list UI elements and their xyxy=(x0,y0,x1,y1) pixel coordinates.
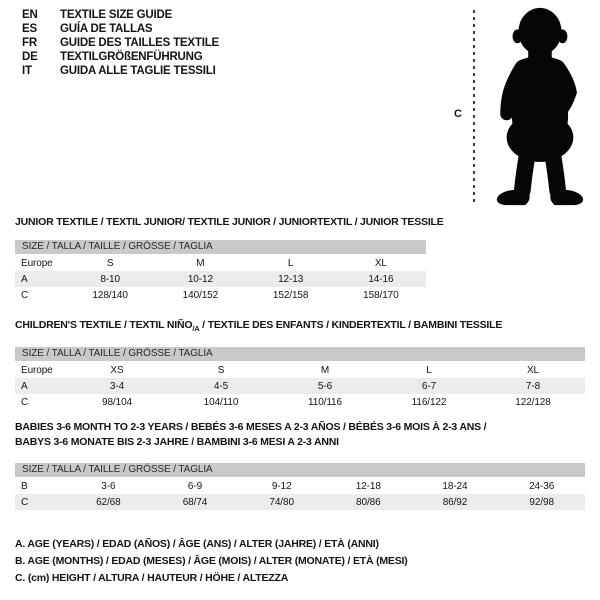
value-cell: 152/158 xyxy=(272,289,309,301)
table-row xyxy=(15,494,585,510)
table-row xyxy=(15,394,585,410)
header-cell: XS xyxy=(110,364,124,376)
row-label-cell: C xyxy=(21,396,29,408)
babies-size-bar: SIZE / TALLA / TAILLE / GRÖSSE / TAGLIA xyxy=(15,463,585,477)
row-label-cell: A xyxy=(21,380,28,392)
language-row xyxy=(22,22,219,36)
value-cell: 86/92 xyxy=(442,496,468,508)
table-row xyxy=(15,271,426,287)
language-code: EN xyxy=(22,9,38,21)
value-cell: 6-7 xyxy=(421,380,437,392)
header-cell: M xyxy=(196,257,205,269)
language-title: GUÍA DE TALLAS xyxy=(60,23,153,35)
language-title: GUIDA ALLE TAGLIE TESSILI xyxy=(60,65,216,77)
value-cell: 80/86 xyxy=(356,496,381,508)
table-row xyxy=(15,478,585,494)
value-cell: 8-10 xyxy=(100,273,120,285)
header-cell: S xyxy=(217,364,225,376)
junior-section-title: JUNIOR TEXTILE / TEXTIL JUNIOR/ TEXTILE JUNIOR / JUNIORTEXTIL / JUNIOR TESSILE xyxy=(15,216,444,228)
language-row xyxy=(22,50,219,64)
value-cell: 104/110 xyxy=(203,396,239,408)
language-row xyxy=(22,36,219,50)
value-cell: 122/128 xyxy=(515,396,551,408)
height-dashed-line xyxy=(473,10,475,206)
language-code: IT xyxy=(22,65,32,77)
value-cell: 14-16 xyxy=(368,273,394,285)
language-row xyxy=(22,64,219,78)
baby-silhouette-icon xyxy=(480,4,598,210)
babies-size-table xyxy=(15,478,585,510)
children-size-table xyxy=(15,362,585,410)
language-title: TEXTILGRÖßENFÜHRUNG xyxy=(60,51,203,63)
value-cell: 5-6 xyxy=(317,380,333,392)
language-title: TEXTILE SIZE GUIDE xyxy=(60,9,173,21)
children-size-bar: SIZE / TALLA / TAILLE / GRÖSSE / TAGLIA xyxy=(15,347,585,361)
footnote-a: A. AGE (YEARS) / EDAD (AÑOS) / ÂGE (ANS) / ALTER (JAHRE) / ETÀ (ANNI) xyxy=(15,538,379,550)
babies-section-title-line2: BABYS 3-6 MONATE BIS 2-3 JAHRE / BAMBINI 3-6 MESI A 2-3 ANNI xyxy=(15,436,339,448)
table-header-row xyxy=(15,362,585,378)
header-cell: L xyxy=(426,364,432,376)
header-cell: L xyxy=(287,257,294,269)
footnote-c: C. (cm) HEIGHT / ALTURA / HAUTEUR / HÖHE / ALTEZZA xyxy=(15,572,289,584)
value-cell: 92/98 xyxy=(529,496,554,508)
children-title-post: / TEXTILE DES ENFANTS / KINDERTEXTIL / BAMBINI TESSILE xyxy=(199,319,503,331)
language-list xyxy=(22,8,219,78)
junior-size-bar: SIZE / TALLA / TAILLE / GRÖSSE / TAGLIA xyxy=(15,240,426,254)
value-cell: 4-5 xyxy=(213,380,229,392)
header-cell: XL xyxy=(526,364,540,376)
footnote-b: B. AGE (MONTHS) / EDAD (MESES) / ÂGE (MOIS) / ALTER (MONATE) / ETÀ (MESI) xyxy=(15,555,408,567)
value-cell: 110/116 xyxy=(308,396,342,408)
row-label-cell: C xyxy=(21,289,29,301)
babies-section-title-line1: BABIES 3-6 MONTH TO 2-3 YEARS / BEBÉS 3-6 MESES A 2-3 AÑOS / BÉBÉS 3-6 MOIS À 2-3 ANS / xyxy=(15,421,487,433)
value-cell: 12-18 xyxy=(355,480,381,492)
value-cell: 3-6 xyxy=(101,480,116,492)
value-cell: 10-12 xyxy=(187,273,213,285)
header-cell: S xyxy=(106,257,114,269)
height-measure-label: C xyxy=(454,108,462,120)
footnotes xyxy=(15,536,408,587)
table-row xyxy=(15,287,426,303)
children-title-pre: CHILDREN'S TEXTILE / TEXTIL NIÑO xyxy=(15,319,193,331)
language-code: FR xyxy=(22,37,37,49)
header-cell: Europe xyxy=(21,364,53,376)
header-cell: Europe xyxy=(21,257,53,269)
value-cell: 62/68 xyxy=(96,496,121,508)
value-cell: 9-12 xyxy=(271,480,292,492)
children-title-sub: /A xyxy=(192,324,200,334)
height-figure xyxy=(440,0,600,215)
header-cell: XL xyxy=(374,257,387,269)
value-cell: 140/152 xyxy=(182,289,219,301)
table-row xyxy=(15,378,585,394)
value-cell: 24-36 xyxy=(529,480,555,492)
value-cell: 128/140 xyxy=(92,289,128,301)
value-cell: 74/80 xyxy=(269,496,294,508)
language-title: GUIDE DES TAILLES TEXTILE xyxy=(60,37,219,49)
children-section-title xyxy=(15,319,502,333)
row-label-cell: B xyxy=(21,480,28,492)
language-code: DE xyxy=(22,51,38,63)
row-label-cell: C xyxy=(21,496,29,508)
row-label-cell: A xyxy=(21,273,28,285)
value-cell: 12-13 xyxy=(278,273,304,285)
value-cell: 18-24 xyxy=(442,480,468,492)
junior-size-table xyxy=(15,255,426,303)
value-cell: 116/122 xyxy=(411,396,447,408)
language-code: ES xyxy=(22,23,37,35)
header-cell: M xyxy=(320,364,330,376)
value-cell: 3-4 xyxy=(109,380,125,392)
value-cell: 158/170 xyxy=(363,289,399,301)
value-cell: 68/74 xyxy=(182,496,208,508)
value-cell: 98/104 xyxy=(102,396,132,408)
value-cell: 7-8 xyxy=(525,380,541,392)
table-header-row xyxy=(15,255,426,271)
value-cell: 6-9 xyxy=(187,480,203,492)
language-row xyxy=(22,8,219,22)
